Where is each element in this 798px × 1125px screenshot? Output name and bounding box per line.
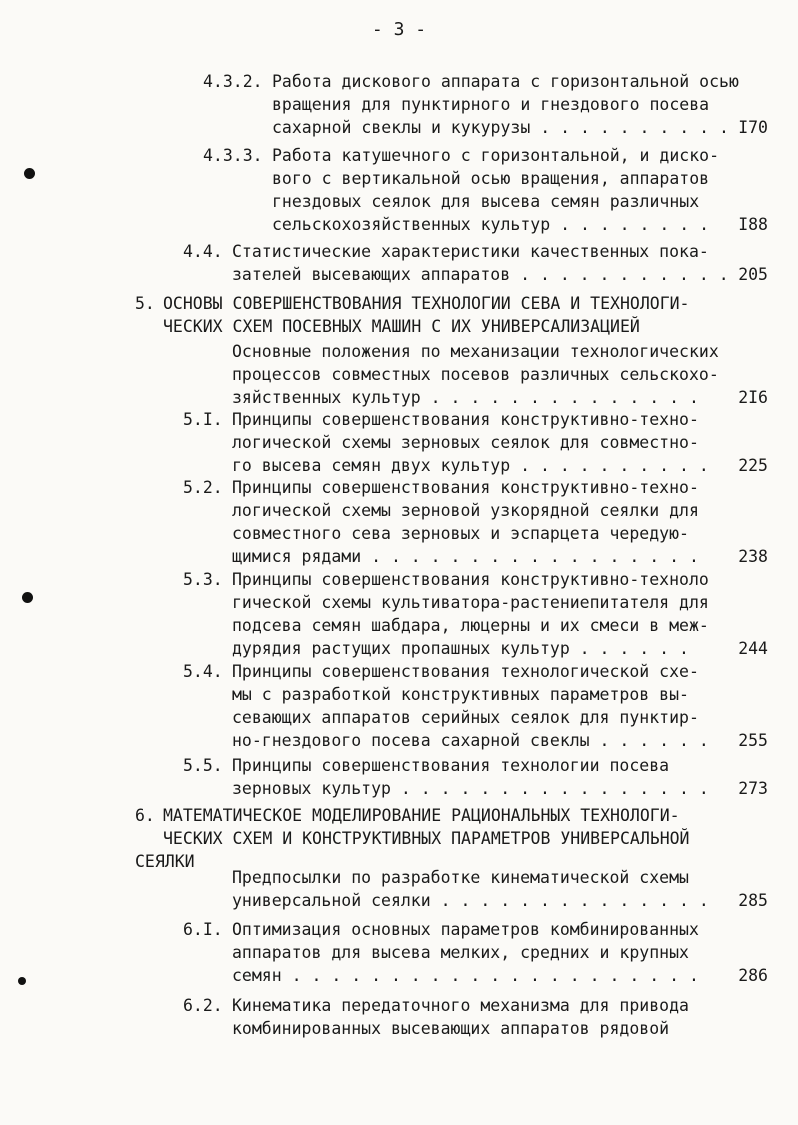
toc-entry-number: 6.I. xyxy=(183,920,223,939)
toc-page-number: 205 xyxy=(738,265,768,284)
toc-entry-line: сельскохозяйственных культур . . . . . . . . xyxy=(272,215,710,234)
toc-entry-line: Принципы совершенствования конструктивно-техноло xyxy=(232,570,709,589)
toc-entry-line: го высева семян двух культур . . . . . . . . . . xyxy=(232,456,709,475)
toc-entry-line: зерновых культур . . . . . . . . . . . . . . . . xyxy=(232,779,709,798)
toc-entry-line: зяйственных культур . . . . . . . . . . . . . . xyxy=(232,388,699,407)
toc-entry-line: семян . . . . . . . . . . . . . . . . . . . . . xyxy=(232,966,699,985)
toc-entry-line: дурядия растущих пропашных культур . . . . . . xyxy=(232,639,689,658)
toc-entry-line: Статистические характеристики качественных пока- xyxy=(232,242,709,261)
toc-entry-number: 4.4. xyxy=(183,242,223,261)
toc-entry-line: Кинематика передаточного механизма для привода xyxy=(232,996,689,1015)
toc-entry-line: аппаратов для высева мелких, средних и крупных xyxy=(232,943,689,962)
section-heading-line: ЧЕСКИХ СХЕМ ПОСЕВНЫХ МАШИН С ИХ УНИВЕРСАЛИЗАЦИЕЙ xyxy=(163,317,640,336)
toc-entry-number: 4.3.2. xyxy=(203,72,263,91)
toc-entry-number: 4.3.3. xyxy=(203,146,263,165)
toc-entry-line: Работа дискового аппарата с горизонтальной осью xyxy=(272,72,739,91)
toc-entry-line: но-гнездового посева сахарной свеклы . . . . . . xyxy=(232,731,709,750)
toc-entry-number: 5.4. xyxy=(183,662,223,681)
toc-entry-line: Принципы совершенствования конструктивно-техно- xyxy=(232,410,699,429)
toc-entry-number: 6.2. xyxy=(183,996,223,1015)
toc-entry-line: Оптимизация основных параметров комбинированных xyxy=(232,920,699,939)
page-number: - 3 - xyxy=(371,19,427,40)
toc-entry-number: 6. xyxy=(135,806,155,825)
binder-hole-mark xyxy=(24,168,35,179)
section-heading-line: ЧЕСКИХ СХЕМ И КОНСТРУКТИВНЫХ ПАРАМЕТРОВ УНИВЕРСАЛЬНОЙ xyxy=(163,829,690,848)
toc-entry-line: щимися рядами . . . . . . . . . . . . . . . . . xyxy=(232,547,699,566)
toc-page-number: I88 xyxy=(738,215,768,234)
toc-page-number: 286 xyxy=(738,966,768,985)
toc-entry-line: вого с вертикальной осью вращения, аппаратов xyxy=(272,169,710,188)
toc-entry-line: совместного сева зерновых и эспарцета чередую- xyxy=(232,524,689,543)
section-heading-line: ОСНОВЫ СОВЕРШЕНСТВОВАНИЯ ТЕХНОЛОГИИ СЕВА И ТЕХНОЛОГИ- xyxy=(163,294,690,313)
toc-entry-line: Принципы совершенствования технологии посева xyxy=(232,756,670,775)
toc-entry-line: севающих аппаратов серийных сеялок для пунктир- xyxy=(232,708,699,727)
toc-page-number: 238 xyxy=(738,547,768,566)
section-heading-line: СЕЯЛКИ xyxy=(135,852,195,871)
toc-entry-line: гической схемы культиватора-растениепитателя для xyxy=(232,593,709,612)
toc-page-number: I70 xyxy=(738,118,768,137)
toc-entry-line: мы с разработкой конструктивных параметров вы- xyxy=(232,685,689,704)
toc-entry-line: подсева семян шабдара, люцерны и их смеси в меж- xyxy=(232,616,709,635)
toc-entry-number: 5.2. xyxy=(183,478,223,497)
toc-entry-number: 5.3. xyxy=(183,570,223,589)
toc-entry-number: 5.I. xyxy=(183,410,223,429)
toc-entry-number: 5.5. xyxy=(183,756,223,775)
toc-page-number: 273 xyxy=(738,779,768,798)
toc-page-number: 2I6 xyxy=(738,388,768,407)
toc-entry-line: Принципы совершенствования технологической схе- xyxy=(232,662,699,681)
binder-hole-mark xyxy=(22,592,33,603)
toc-entry-line: Предпосылки по разработке кинематической схемы xyxy=(232,868,689,887)
section-heading-line: МАТЕМАТИЧЕСКОЕ МОДЕЛИРОВАНИЕ РАЦИОНАЛЬНЫХ ТЕХНОЛОГИ- xyxy=(163,806,680,825)
toc-entry-line: сахарной свеклы и кукурузы . . . . . . . . . . xyxy=(272,118,729,137)
toc-entry-line: логической схемы зерновых сеялок для совместно- xyxy=(232,433,699,452)
toc-page-number: 244 xyxy=(738,639,768,658)
toc-entry-line: логической схемы зерновой узкорядной сеялки для xyxy=(232,501,699,520)
toc-entry-line: универсальной сеялки . . . . . . . . . . . . . . xyxy=(232,891,709,910)
toc-page-number: 255 xyxy=(738,731,768,750)
toc-entry-line: гнездовых сеялок для высева семян различных xyxy=(272,192,700,211)
toc-entry-line: Принципы совершенствования конструктивно-техно- xyxy=(232,478,699,497)
toc-entry-number: 5. xyxy=(135,294,155,313)
toc-page-number: 285 xyxy=(738,891,768,910)
toc-page-number: 225 xyxy=(738,456,768,475)
toc-entry-line: процессов совместных посевов различных сельскохо- xyxy=(232,365,719,384)
toc-entry-line: вращения для пунктирного и гнездового посева xyxy=(272,95,710,114)
toc-entry-line: Работа катушечного с горизонтальной, и диско- xyxy=(272,146,720,165)
toc-entry-line: зателей высевающих аппаратов . . . . . . . . . . . xyxy=(232,265,729,284)
toc-entry-line: комбинированных высевающих аппаратов рядовой xyxy=(232,1019,670,1038)
toc-entry-line: Основные положения по механизации технологических xyxy=(232,342,719,361)
binder-hole-mark xyxy=(18,977,26,985)
